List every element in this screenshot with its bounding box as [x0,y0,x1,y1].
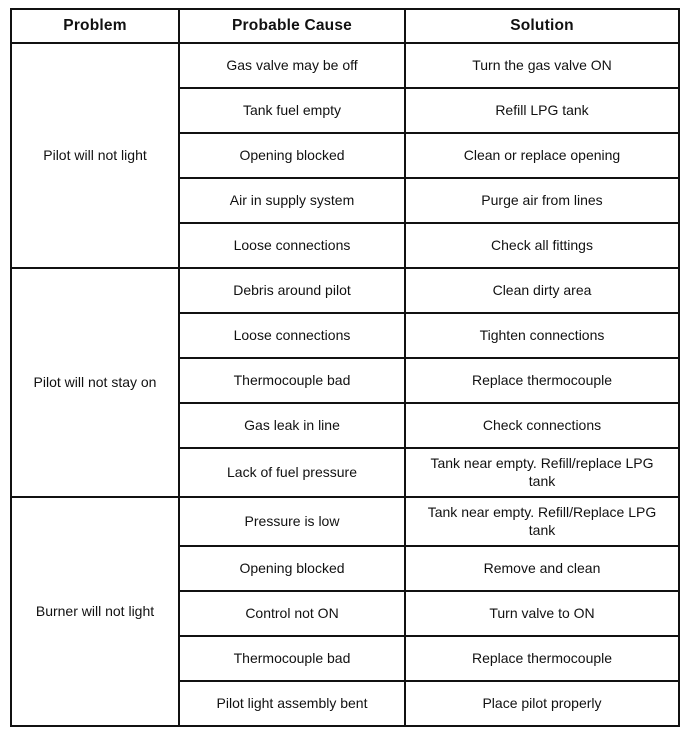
solution-cell: Check connections [405,403,679,448]
cause-cell: Air in supply system [179,178,405,223]
problem-cell-pilot-will-not-stay-on: Pilot will not stay on [11,268,179,497]
col-header-probable-cause: Probable Cause [179,9,405,43]
cause-cell: Pilot light assembly bent [179,681,405,726]
solution-cell: Place pilot properly [405,681,679,726]
solution-cell: Check all fittings [405,223,679,268]
troubleshooting-table [10,8,680,727]
cause-cell: Control not ON [179,591,405,636]
solution-cell: Turn valve to ON [405,591,679,636]
col-header-solution: Solution [405,9,679,43]
solution-cell: Tank near empty. Refill/replace LPG tank [405,448,679,497]
cause-cell: Thermocouple bad [179,636,405,681]
table-row [11,497,679,546]
solution-cell: Clean or replace opening [405,133,679,178]
solution-cell: Clean dirty area [405,268,679,313]
cause-cell: Opening blocked [179,133,405,178]
col-header-problem: Problem [11,9,179,43]
cause-cell: Debris around pilot [179,268,405,313]
cause-cell: Loose connections [179,313,405,358]
solution-cell: Replace thermocouple [405,358,679,403]
cause-cell: Tank fuel empty [179,88,405,133]
solution-cell: Replace thermocouple [405,636,679,681]
cause-cell: Loose connections [179,223,405,268]
cause-cell: Opening blocked [179,546,405,591]
table-row [11,43,679,88]
cause-cell: Lack of fuel pressure [179,448,405,497]
header-row [11,9,679,43]
solution-cell: Turn the gas valve ON [405,43,679,88]
solution-cell: Remove and clean [405,546,679,591]
solution-cell: Refill LPG tank [405,88,679,133]
table-row [11,268,679,313]
problem-cell-burner-will-not-light: Burner will not light [11,497,179,726]
cause-cell: Gas valve may be off [179,43,405,88]
solution-cell: Tank near empty. Refill/Replace LPG tank [405,497,679,546]
solution-cell: Purge air from lines [405,178,679,223]
cause-cell: Gas leak in line [179,403,405,448]
solution-cell: Tighten connections [405,313,679,358]
cause-cell: Thermocouple bad [179,358,405,403]
problem-cell-pilot-will-not-light: Pilot will not light [11,43,179,268]
cause-cell: Pressure is low [179,497,405,546]
